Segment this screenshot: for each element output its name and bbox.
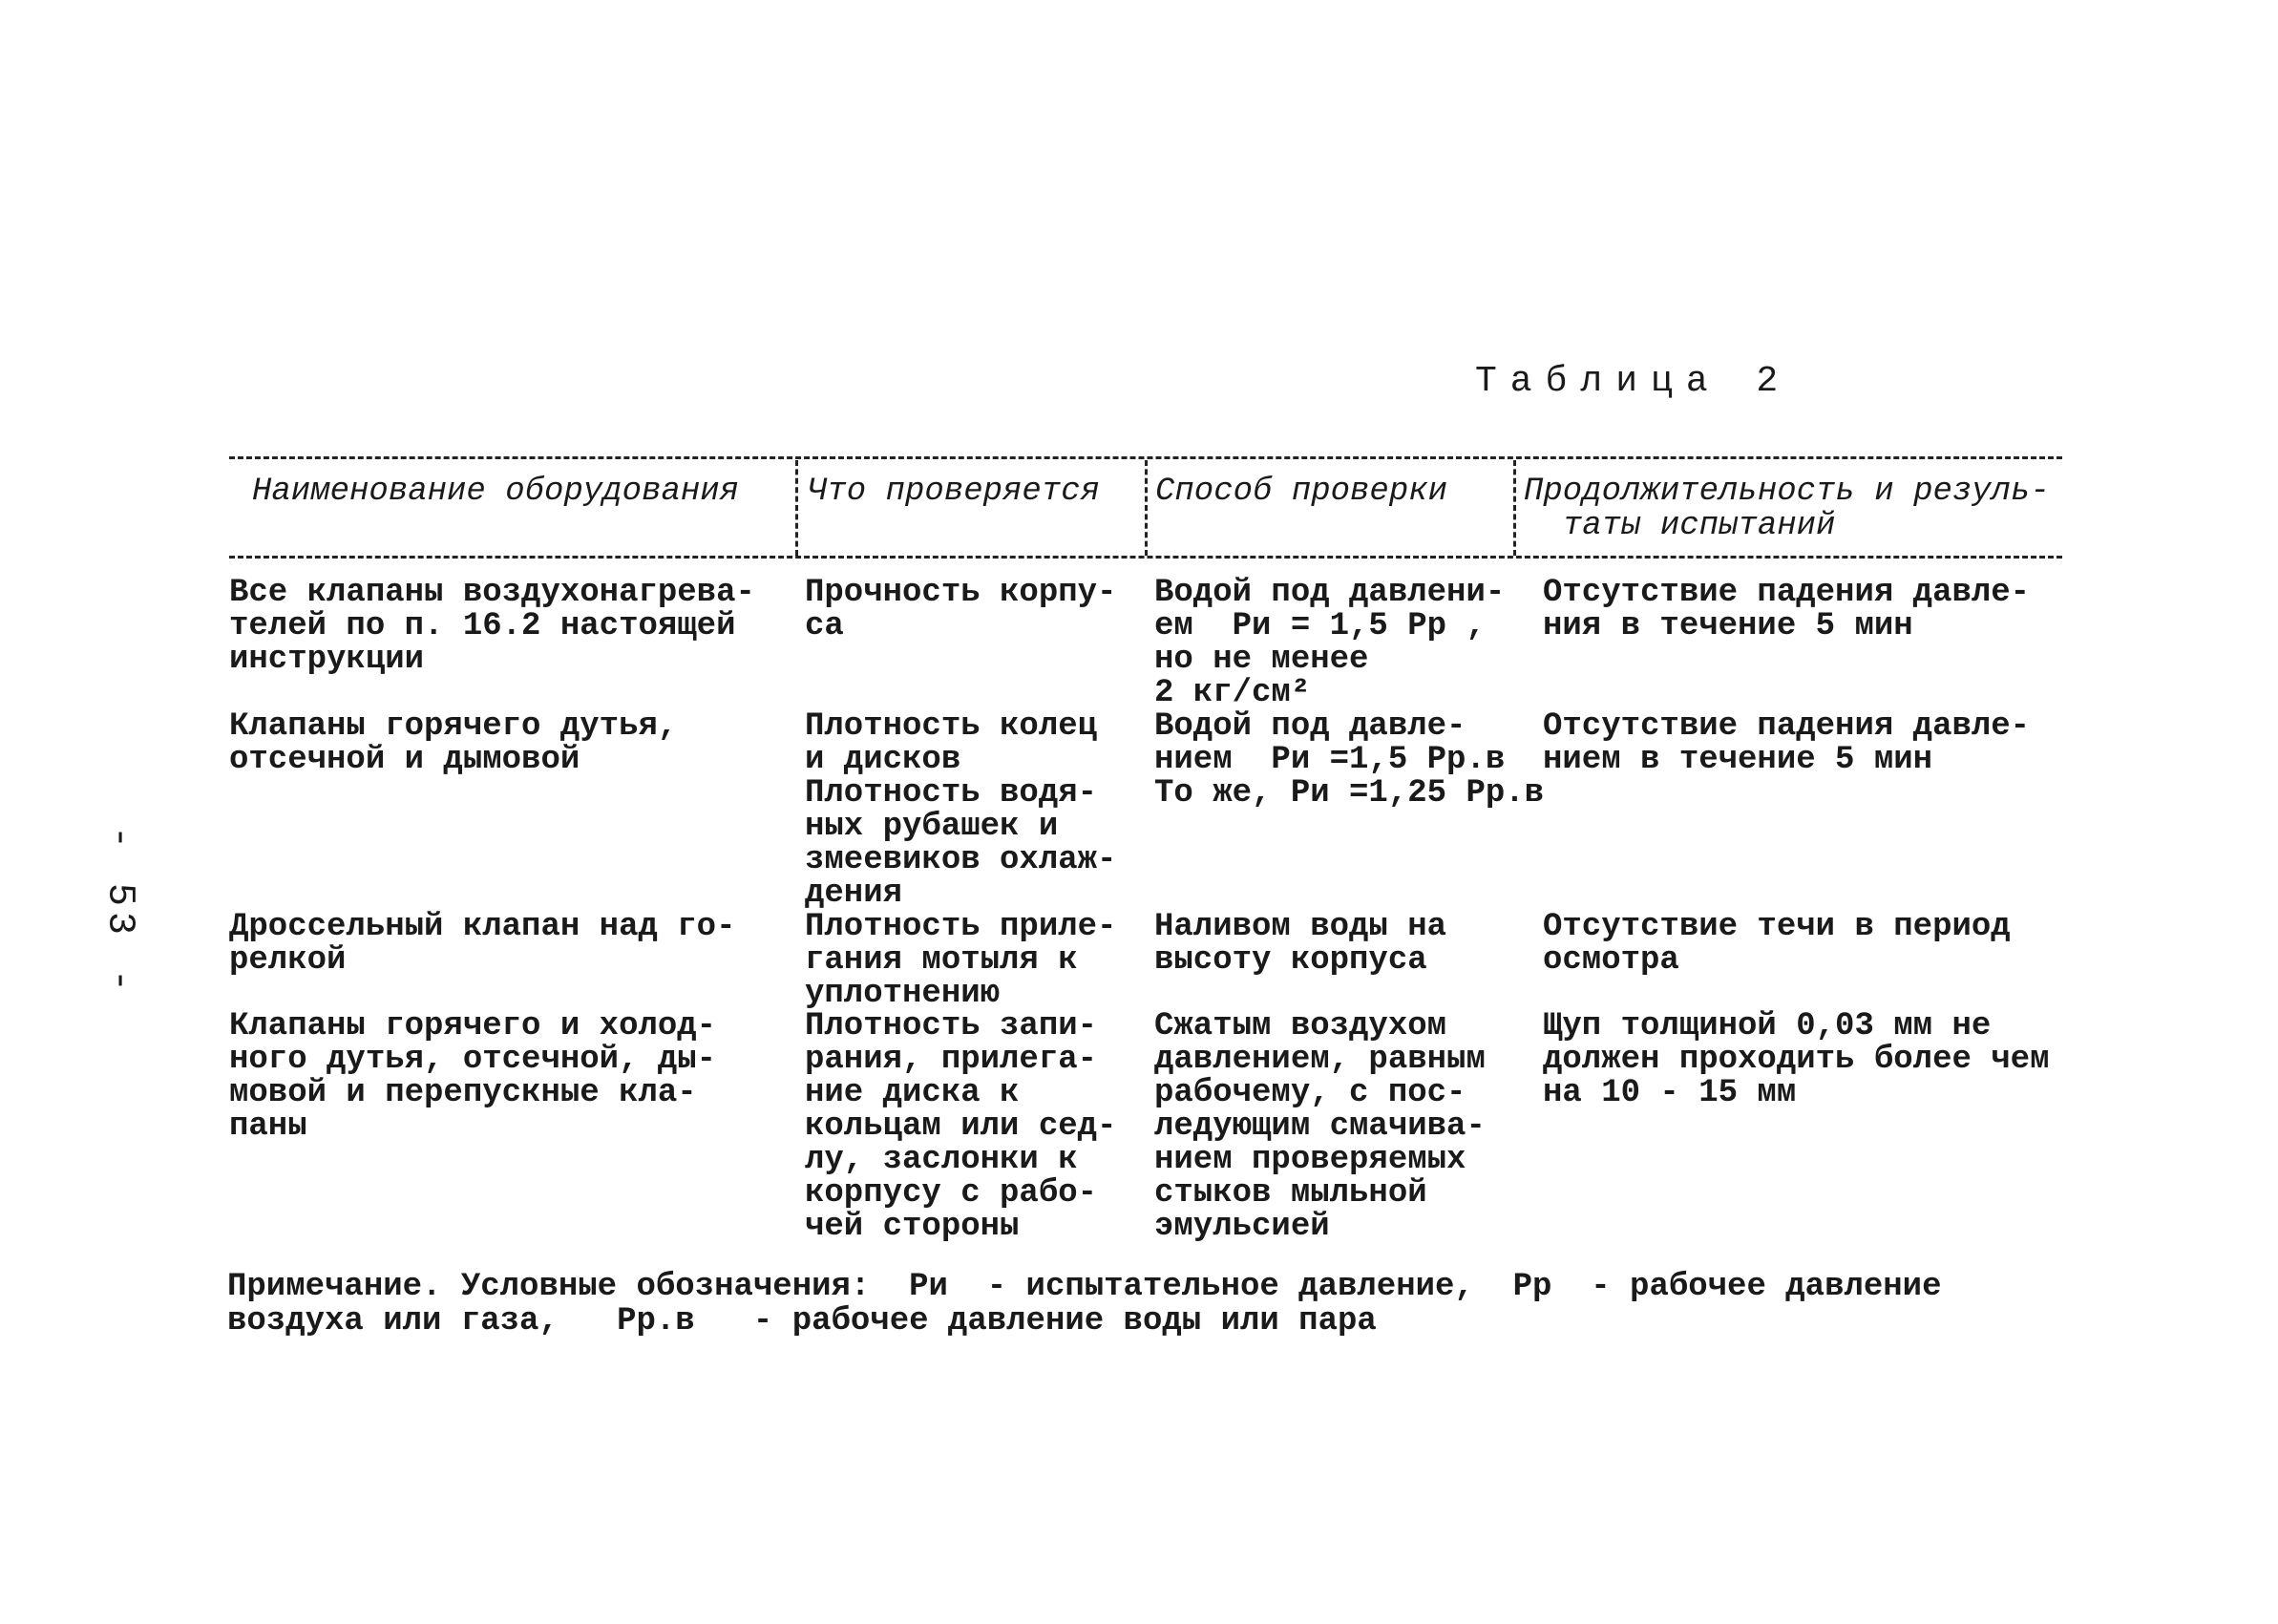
row1-method: Водой под давлени- ем Pи = 1,5 Pр , но не менее 2 кг/см² — [1154, 575, 1506, 711]
row4-result: Щуп толщиной 0,03 мм не должен проходить более чем на 10 - 15 мм — [1543, 1008, 2050, 1111]
row2-equipment: Клапаны горячего дутья, отсечной и дымовой — [229, 708, 678, 778]
row4-checked: Плотность запи- рания, прилега- ние диска к кольцам или сед- лу, заслонки к корпусу с рабо- чей стороны — [805, 1008, 1117, 1245]
header-method: Способ проверки — [1155, 474, 1448, 510]
row1-checked: Прочность корпу- са — [805, 575, 1117, 644]
row2-method: Водой под давле- нием Pи =1,5 Pр.в То же, Pи =1,25 Pр.в — [1154, 708, 1545, 812]
header-separator-2 — [1145, 460, 1148, 556]
table-header-rule — [229, 556, 2062, 559]
header-equipment: Наименование оборудования — [252, 474, 740, 510]
page-number — [91, 825, 148, 999]
row3-result: Отсутствие течи в период осмотра — [1543, 909, 2011, 979]
table-note: Примечание. Условные обозначения: Pи - испытательное давление, Pр - рабочее давление воздуха или газа, Pр.в - рабочее давление воды или пара — [227, 1269, 1942, 1339]
row2-result: Отсутствие падения давле- нием в течение 5 мин — [1543, 708, 2031, 778]
row3-checked: Плотность приле- гания мотыля к уплотнению — [805, 909, 1117, 1012]
page-number-text: - 53 - — [97, 825, 141, 999]
table-caption: Таблица 2 — [1475, 361, 1792, 402]
row4-method: Сжатым воздухом давлением, равным рабочему, с пос- ледующим смачива- нием проверяемых стыков мыльной эмульсией — [1154, 1008, 1486, 1245]
row3-method: Наливом воды на высоту корпуса — [1154, 909, 1447, 979]
table-top-rule — [229, 456, 2062, 459]
row1-result: Отсутствие падения давле- ния в течение 5 мин — [1543, 575, 2031, 644]
header-separator-1 — [795, 460, 798, 556]
header-separator-3 — [1513, 460, 1516, 556]
row1-equipment: Все клапаны воздухонагрева- телей по п. 16.2 настоящей инструкции — [229, 575, 755, 678]
header-result: Продолжительность и резуль- таты испытаний — [1524, 474, 2050, 544]
row4-equipment: Клапаны горячего и холод- ного дутья, отсечной, ды- мовой и перепускные кла- паны — [229, 1008, 717, 1145]
row3-equipment: Дроссельный клапан над го- релкой — [229, 909, 736, 979]
header-checked: Что проверяется — [808, 474, 1101, 510]
row2-checked: Плотность колец и дисков Плотность водя- ных рубашек и змеевиков охлаж- дения — [805, 708, 1117, 912]
